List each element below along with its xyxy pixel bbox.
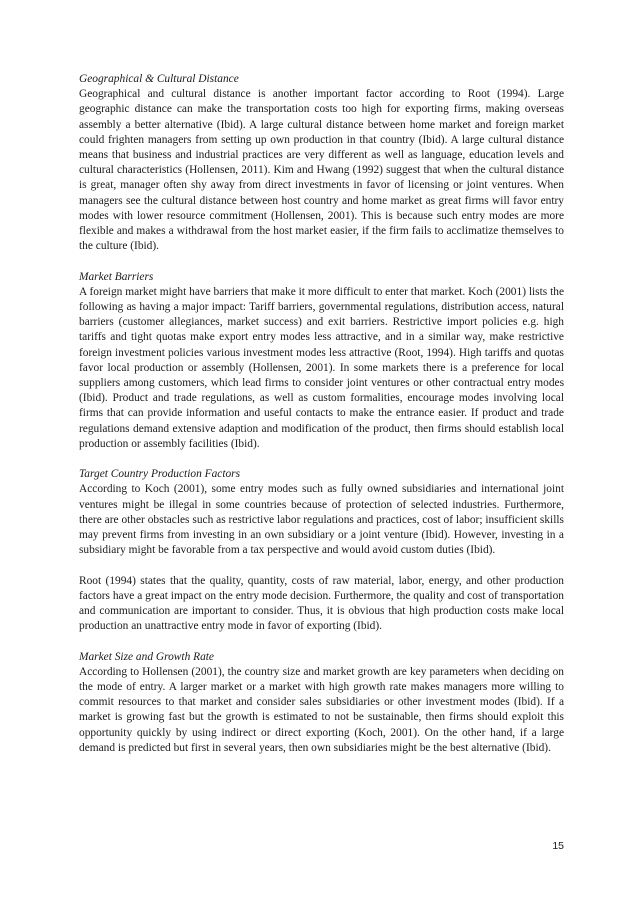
paragraph: Root (1994) states that the quality, quantity, costs of raw material, labor, energy, and other production factors have a great impact on the entry mode decision. Furthermore, the quality and cost of transportation and communication are important to consider. Thus, it is obvious that high production costs make local production an unattractive entry mode in favor of exporting (Ibid).: [79, 574, 564, 633]
section-heading: Target Country Production Factors: [79, 468, 241, 481]
section-heading: Market Barriers: [79, 270, 154, 283]
section-market-size-growth-rate: [79, 650, 564, 756]
section-geographical-cultural-distance: [79, 72, 564, 254]
page-number: 15: [552, 840, 564, 852]
paragraph: A foreign market might have barriers that make it more difficult to enter that market. Koch (2001) lists the following as having a major impact: Tariff barriers, governmental regulations, distribution access, natural barriers (customer allegiances, market success) and exit barriers. Restrictive import policies e.g. high tariffs and tight quotas make export entry modes less attractive, and in a similar way, make restrictive foreign investment policies various investment modes less attractive (Root, 1994). High tariffs and quotas favor local production or assembly (Hollensen, 2001). In some markets there is a preference for local suppliers among customers, which lead firms to consider joint ventures or other contractual entry modes (Ibid). Product and trade regulations, as well as custom formalities, encourage modes involving local firms that can provide information and useful contacts to make the entrance easier. If product and trade regulations demand extensive adaption and modification of the product, then firms should establish local production or assembly facilities (Ibid).: [79, 285, 564, 450]
paragraph: Geographical and cultural distance is another important factor according to Root (1994). Large geographic distance can make the transportation costs too high for exporting firms, making overseas assembly a better alternative (Ibid). A large cultural distance between home market and foreign market could frighten managers from setting up own production in that country (Ibid). A large cultural distance means that business and industrial practices are very different as well as language, education levels and cultural characteristics (Hollensen, 2011). Kim and Hwang (1992) suggest that when the cultural distance is great, manager often shy away from direct investments in favor of licensing or joint ventures. When managers see the cultural distance between host country and home market as great firms will favor entry modes with lower resource commitment (Hollensen, 2001). This is because such entry modes are more flexible and makes a withdrawal from the host market easier, if the firm fails to acclimatize themselves to the culture (Ibid).: [79, 88, 564, 253]
page-body: [79, 72, 564, 771]
section-heading: Geographical & Cultural Distance: [79, 73, 239, 85]
section-target-country-production-factors: [79, 467, 564, 634]
section-heading: Market Size and Growth Rate: [79, 650, 214, 663]
paragraph: According to Koch (2001), some entry modes such as fully owned subsidiaries and international joint ventures might be illegal in some countries because of protection of selected industries. Furthermore, there are other obstacles such as restrictive labor regulations and practices, cost of labor; insufficient skills may prevent firms from investing in an own subsidiary or a joint venture (Ibid). However, investing in a subsidiary might be favorable from a tax perspective and would avoid custom duties (Ibid).: [79, 483, 564, 557]
section-market-barriers: [79, 270, 564, 452]
paragraph: According to Hollensen (2001), the country size and market growth are key parameters when deciding on the mode of entry. A larger market or a market with high growth rate makes managers more willing to commit resources to that market and consider sales subsidiaries or other investment modes (Ibid). If a market is growing fast but the growth is estimated to not be sustainable, then firms should exploit this opportunity quickly by using indirect or direct exporting (Koch, 2001). On the other hand, if a large demand is predicted but first in several years, then own subsidiaries might be the best alternative (Ibid).: [79, 665, 564, 754]
